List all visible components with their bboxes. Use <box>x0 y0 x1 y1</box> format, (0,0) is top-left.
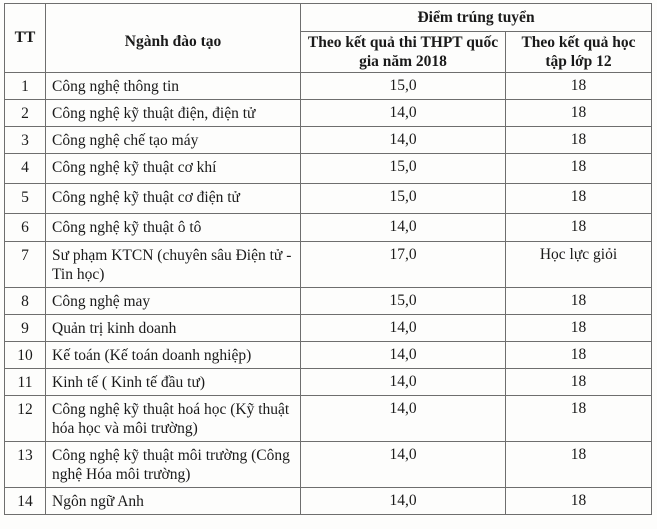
row-transcript-score: Học lực giỏi <box>506 242 652 288</box>
row-tt: 5 <box>5 184 46 214</box>
header-transcript: Theo kết quả học tập lớp 12 <box>506 32 652 73</box>
row-major: Công nghệ kỹ thuật ô tô <box>46 214 301 242</box>
row-major: Công nghệ kỹ thuật điện, điện tử <box>46 100 301 127</box>
row-tt: 4 <box>5 154 46 184</box>
table-row <box>5 154 652 184</box>
row-tt: 7 <box>5 242 46 288</box>
row-transcript-score: 18 <box>506 214 652 242</box>
row-tt: 2 <box>5 100 46 127</box>
row-tt: 8 <box>5 288 46 315</box>
table-row <box>5 488 652 515</box>
row-transcript-score: 18 <box>506 342 652 369</box>
row-thpt-score: 14,0 <box>301 442 506 488</box>
row-thpt-score: 14,0 <box>301 342 506 369</box>
row-tt: 10 <box>5 342 46 369</box>
row-transcript-score: 18 <box>506 369 652 396</box>
row-major: Công nghệ may <box>46 288 301 315</box>
row-major: Quản trị kinh doanh <box>46 315 301 342</box>
row-transcript-score: 18 <box>506 315 652 342</box>
row-tt: 9 <box>5 315 46 342</box>
row-major: Sư phạm KTCN (chuyên sâu Điện tử - Tin học) <box>46 242 301 288</box>
header-thpt: Theo kết quả thi THPT quốc gia năm 2018 <box>301 32 506 73</box>
table-row <box>5 288 652 315</box>
row-transcript-score: 18 <box>506 442 652 488</box>
table-row <box>5 184 652 214</box>
row-major: Kế toán (Kế toán doanh nghiệp) <box>46 342 301 369</box>
row-tt: 11 <box>5 369 46 396</box>
table-row <box>5 369 652 396</box>
row-thpt-score: 14,0 <box>301 214 506 242</box>
row-thpt-score: 14,0 <box>301 127 506 154</box>
row-transcript-score: 18 <box>506 127 652 154</box>
row-transcript-score: 18 <box>506 184 652 214</box>
row-major: Công nghệ kỹ thuật cơ điện tử <box>46 184 301 214</box>
row-major: Công nghệ kỹ thuật hoá học (Kỹ thuật hóa học và môi trường) <box>46 396 301 442</box>
row-transcript-score: 18 <box>506 73 652 100</box>
row-thpt-score: 15,0 <box>301 154 506 184</box>
row-tt: 3 <box>5 127 46 154</box>
row-thpt-score: 14,0 <box>301 488 506 515</box>
row-major: Công nghệ kỹ thuật cơ khí <box>46 154 301 184</box>
row-thpt-score: 14,0 <box>301 315 506 342</box>
row-thpt-score: 15,0 <box>301 288 506 315</box>
header-score-group: Điểm trúng tuyển <box>301 4 652 32</box>
header-tt: TT <box>5 4 46 73</box>
row-transcript-score: 18 <box>506 154 652 184</box>
row-major: Công nghệ kỹ thuật môi trường (Công nghệ Hóa môi trường) <box>46 442 301 488</box>
row-thpt-score: 14,0 <box>301 369 506 396</box>
table-row <box>5 396 652 442</box>
table-row <box>5 342 652 369</box>
row-thpt-score: 17,0 <box>301 242 506 288</box>
row-tt: 12 <box>5 396 46 442</box>
row-transcript-score: 18 <box>506 396 652 442</box>
row-transcript-score: 18 <box>506 488 652 515</box>
row-tt: 6 <box>5 214 46 242</box>
row-major: Công nghệ thông tin <box>46 73 301 100</box>
table-row <box>5 214 652 242</box>
table-row <box>5 127 652 154</box>
row-tt: 14 <box>5 488 46 515</box>
row-tt: 13 <box>5 442 46 488</box>
row-transcript-score: 18 <box>506 288 652 315</box>
row-tt: 1 <box>5 73 46 100</box>
table-row <box>5 442 652 488</box>
row-major: Công nghệ chế tạo máy <box>46 127 301 154</box>
row-transcript-score: 18 <box>506 100 652 127</box>
row-thpt-score: 14,0 <box>301 396 506 442</box>
table-row <box>5 242 652 288</box>
table-row <box>5 73 652 100</box>
table-row <box>5 315 652 342</box>
row-major: Kinh tế ( Kinh tế đầu tư) <box>46 369 301 396</box>
admission-scores-table <box>4 3 652 515</box>
row-thpt-score: 15,0 <box>301 184 506 214</box>
header-major: Ngành đào tạo <box>46 4 301 73</box>
table-row <box>5 100 652 127</box>
row-thpt-score: 15,0 <box>301 73 506 100</box>
row-major: Ngôn ngữ Anh <box>46 488 301 515</box>
row-thpt-score: 14,0 <box>301 100 506 127</box>
